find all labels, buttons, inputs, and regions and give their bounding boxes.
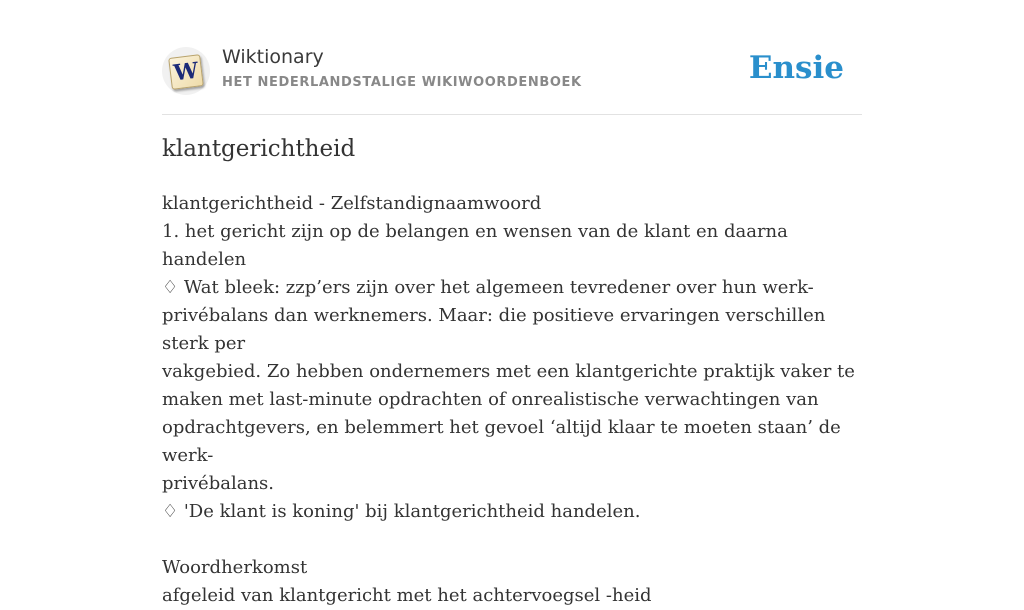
entry-content xyxy=(162,190,872,610)
site-header xyxy=(162,44,862,115)
definition: 1. het gericht zijn op de belangen en wensen van de klant en daarna handelen xyxy=(162,221,788,270)
example-line: maken met last-minute opdrachten of onrealistische verwachtingen van xyxy=(162,389,819,410)
example-line: vakgebied. Zo hebben ondernemers met een klantgerichte praktijk vaker te xyxy=(162,361,855,382)
site-tagline: HET NEDERLANDSTALIGE WIKIWOORDENBOEK xyxy=(222,75,582,90)
etymology-text: afgeleid van klantgericht met het achtervoegsel -heid xyxy=(162,585,652,606)
wiktionary-tile-icon: W xyxy=(168,54,204,90)
entry-title: klantgerichtheid xyxy=(162,136,356,162)
example-line: ♢ Wat bleek: zzp’ers zijn over het algemeen tevredener over hun werk- xyxy=(162,277,814,298)
entry-heading: klantgerichtheid - Zelfstandignaamwoord xyxy=(162,193,542,214)
spacer xyxy=(162,526,872,554)
example-2: ♢ 'De klant is koning' bij klantgerichtheid handelen. xyxy=(162,501,641,522)
ensie-brand-link[interactable]: Ensie xyxy=(748,50,844,86)
etymology-label: Woordherkomst xyxy=(162,557,308,578)
example-line: opdrachtgevers, en belemmert het gevoel ‘altijd klaar te moeten staan’ de werk- xyxy=(162,417,841,466)
example-line: privébalans. xyxy=(162,473,274,494)
example-line: privébalans dan werknemers. Maar: die positieve ervaringen verschillen sterk per xyxy=(162,305,826,354)
site-name[interactable]: Wiktionary xyxy=(222,46,324,68)
wiktionary-logo[interactable] xyxy=(162,47,210,95)
